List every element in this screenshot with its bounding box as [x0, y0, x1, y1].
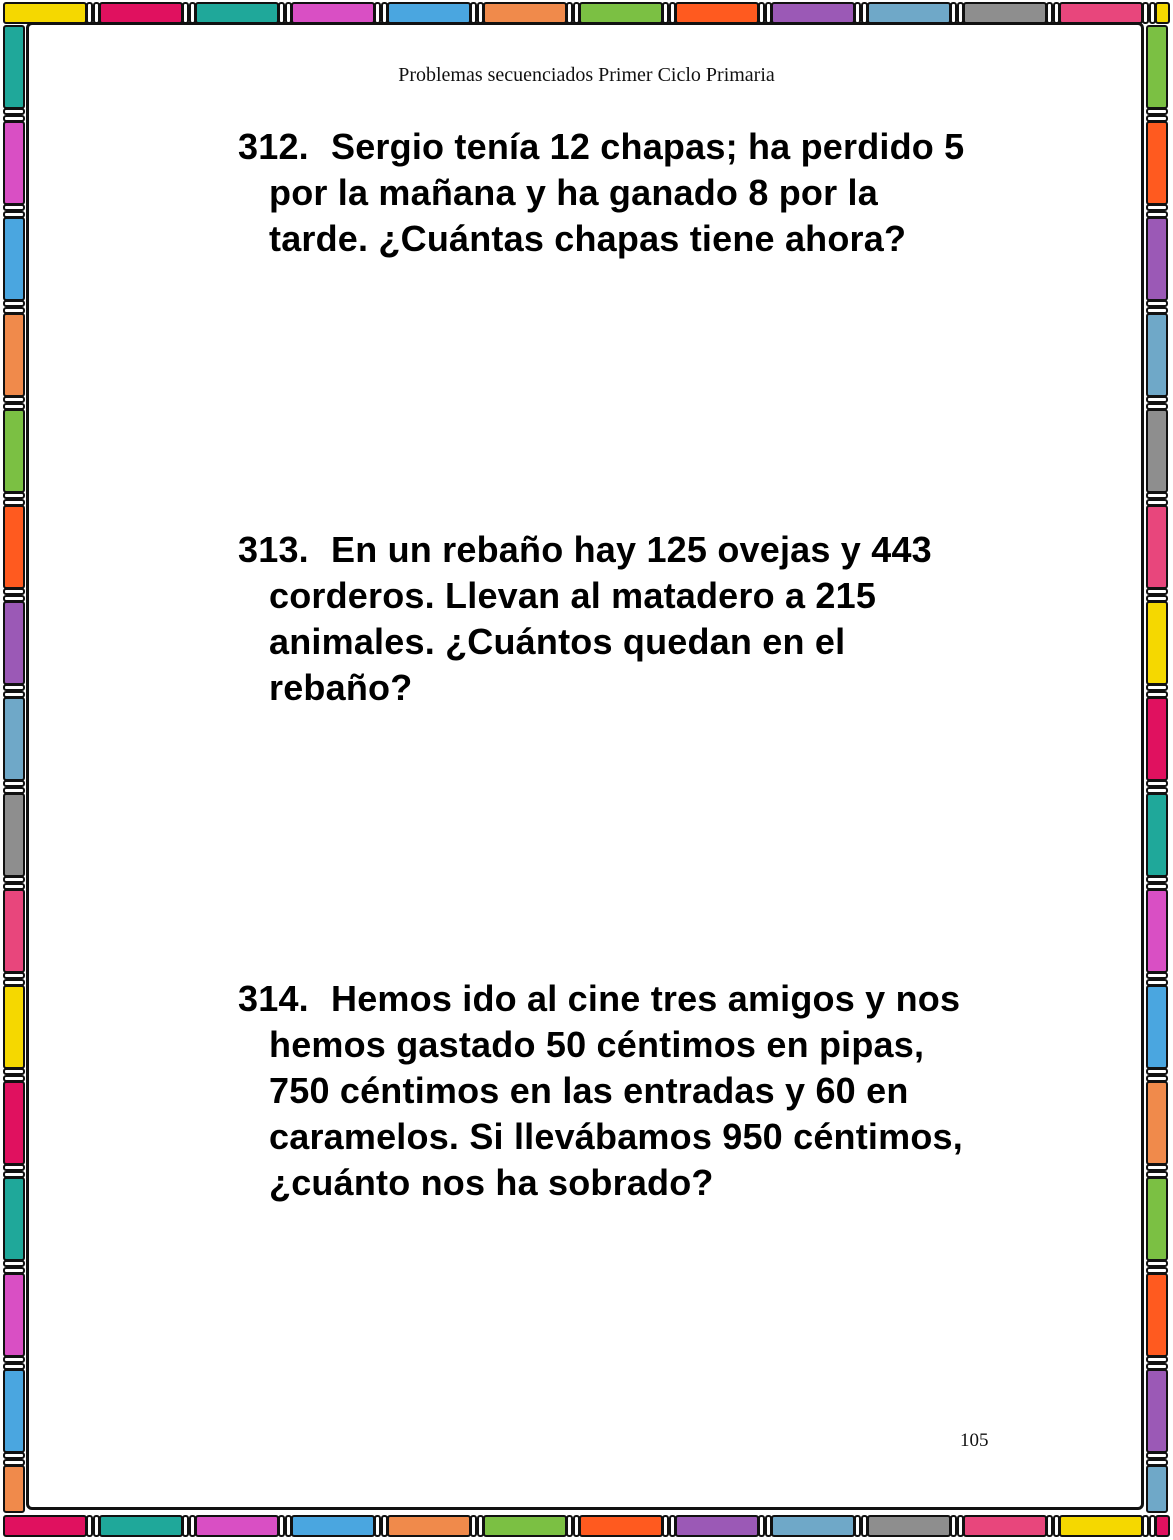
border-segment — [1147, 1172, 1167, 1177]
border-segment — [1147, 205, 1167, 210]
border-segment — [4, 122, 24, 204]
border-segment — [1147, 589, 1167, 594]
border-segment — [1143, 1516, 1148, 1536]
border-segment — [87, 1516, 92, 1536]
border-segment — [676, 3, 758, 23]
border-segment — [196, 1516, 278, 1536]
problem-number: 313. — [238, 529, 309, 570]
border-segment — [958, 3, 963, 23]
border-segment — [4, 1453, 24, 1458]
border-segment — [574, 1516, 579, 1536]
border-segment — [1047, 3, 1052, 23]
border-segment — [190, 3, 195, 23]
border-segment — [4, 602, 24, 684]
border-segment — [855, 3, 860, 23]
border-segment — [1147, 1069, 1167, 1074]
border-segment — [868, 3, 950, 23]
border-segment — [4, 1370, 24, 1452]
border-segment — [4, 205, 24, 210]
border-segment — [772, 1516, 854, 1536]
border-segment — [670, 1516, 675, 1536]
border-segment — [4, 1460, 24, 1465]
border-segment — [964, 1516, 1046, 1536]
border-segment — [1147, 602, 1167, 684]
border-segment — [1147, 404, 1167, 409]
border-segment — [4, 397, 24, 402]
border-segment — [964, 3, 1046, 23]
border-segment — [4, 685, 24, 690]
border-segment — [951, 1516, 956, 1536]
border-segment — [1156, 1516, 1169, 1536]
border-segment — [4, 116, 24, 121]
border-segment — [4, 1261, 24, 1266]
problem-text: tarde. ¿Cuántas chapas tiene ahora? — [269, 218, 907, 259]
border-segment — [1147, 122, 1167, 204]
border-segment — [1147, 794, 1167, 876]
border-segment — [1147, 788, 1167, 793]
border-segment — [1147, 877, 1167, 882]
border-segment — [4, 1076, 24, 1081]
border-segment — [1150, 3, 1155, 23]
border-segment — [4, 1466, 24, 1512]
border-segment — [286, 3, 291, 23]
border-segment — [4, 1516, 86, 1536]
border-segment — [868, 1516, 950, 1536]
border-segment — [4, 1172, 24, 1177]
problem-number: 314. — [238, 978, 309, 1019]
border-segment — [766, 1516, 771, 1536]
border-segment — [862, 1516, 867, 1536]
border-segment — [4, 692, 24, 697]
border-segment — [292, 1516, 374, 1536]
border-segment — [279, 3, 284, 23]
border-segment — [580, 1516, 662, 1536]
border-segment — [1054, 3, 1059, 23]
border-segment — [951, 3, 956, 23]
border-segment — [1147, 314, 1167, 396]
border-segment — [4, 500, 24, 505]
border-segment — [279, 1516, 284, 1536]
border-segment — [4, 794, 24, 876]
border-segment — [1147, 1082, 1167, 1164]
border-segment — [1060, 3, 1142, 23]
border-segment — [4, 788, 24, 793]
border-segment — [478, 1516, 483, 1536]
border-segment — [4, 404, 24, 409]
border-segment — [4, 877, 24, 882]
border-segment — [4, 1274, 24, 1356]
border-segment — [1156, 3, 1169, 23]
border-segment — [4, 781, 24, 786]
border-segment — [1147, 109, 1167, 114]
border-segment — [855, 1516, 860, 1536]
border-segment — [4, 1165, 24, 1170]
border-segment — [4, 986, 24, 1068]
border-segment — [4, 1268, 24, 1273]
border-segment — [663, 1516, 668, 1536]
problem-text: corderos. Llevan al matadero a 215 — [269, 575, 877, 616]
border-segment — [676, 1516, 758, 1536]
border-segment — [4, 596, 24, 601]
border-segment — [94, 3, 99, 23]
border-segment — [471, 3, 476, 23]
border-segment — [4, 884, 24, 889]
border-segment — [4, 493, 24, 498]
border-segment — [478, 3, 483, 23]
border-segment — [862, 3, 867, 23]
border-segment — [1147, 692, 1167, 697]
border-segment — [190, 1516, 195, 1536]
border-segment — [1147, 506, 1167, 588]
border-segment — [759, 1516, 764, 1536]
border-segment — [1147, 1268, 1167, 1273]
border-segment — [574, 3, 579, 23]
border-segment — [4, 506, 24, 588]
border-segment — [1147, 698, 1167, 780]
border-segment — [1047, 1516, 1052, 1536]
border-segment — [1147, 781, 1167, 786]
border-segment — [1147, 410, 1167, 492]
border-segment — [4, 1364, 24, 1369]
border-segment — [772, 3, 854, 23]
problem-text: animales. ¿Cuántos quedan en el — [269, 621, 846, 662]
border-segment — [4, 410, 24, 492]
problem-line — [238, 976, 968, 1022]
problem-text: por la mañana y ha ganado 8 por la — [269, 172, 878, 213]
border-segment — [484, 1516, 566, 1536]
border-segment — [1060, 1516, 1142, 1536]
border-segment — [183, 3, 188, 23]
border-segment — [1147, 986, 1167, 1068]
border-segment — [1147, 308, 1167, 313]
border-segment — [4, 980, 24, 985]
problem-313 — [238, 527, 968, 711]
border-segment — [100, 1516, 182, 1536]
border-segment — [100, 3, 182, 23]
border-segment — [1054, 1516, 1059, 1536]
border-segment — [1147, 1466, 1167, 1512]
border-segment — [567, 1516, 572, 1536]
border-segment — [766, 3, 771, 23]
border-segment — [4, 301, 24, 306]
border-segment — [1147, 301, 1167, 306]
border-segment — [1147, 1453, 1167, 1458]
border-segment — [1147, 212, 1167, 217]
border-segment — [1147, 1261, 1167, 1266]
border-segment — [1147, 685, 1167, 690]
border-segment — [4, 3, 86, 23]
border-segment — [958, 1516, 963, 1536]
border-segment — [759, 3, 764, 23]
border-segment — [663, 3, 668, 23]
problem-text: rebaño? — [269, 667, 413, 708]
border-segment — [1147, 1076, 1167, 1081]
border-segment — [484, 3, 566, 23]
border-segment — [1147, 1364, 1167, 1369]
border-segment — [4, 314, 24, 396]
problem-line — [238, 124, 968, 170]
border-segment — [670, 3, 675, 23]
border-segment — [4, 1069, 24, 1074]
border-segment — [1147, 500, 1167, 505]
border-segment — [375, 1516, 380, 1536]
border-segment — [292, 3, 374, 23]
border-segment — [1147, 1370, 1167, 1452]
border-segment — [375, 3, 380, 23]
problem-314 — [238, 976, 968, 1206]
problem-text: Sergio tenía 12 chapas; ha perdido 5 — [331, 126, 965, 167]
border-segment — [4, 589, 24, 594]
border-segment — [1147, 493, 1167, 498]
border-segment — [382, 3, 387, 23]
border-segment — [1147, 890, 1167, 972]
problem-line — [238, 527, 968, 573]
border-segment — [94, 1516, 99, 1536]
border-segment — [1147, 116, 1167, 121]
page-number: 105 — [960, 1430, 989, 1451]
border-segment — [4, 1082, 24, 1164]
border-segment — [4, 973, 24, 978]
border-segment — [471, 1516, 476, 1536]
border-segment — [4, 109, 24, 114]
border-segment — [1143, 3, 1148, 23]
problem-text: hemos gastado 50 céntimos en pipas, — [269, 1024, 925, 1065]
border-segment — [1147, 397, 1167, 402]
border-segment — [1150, 1516, 1155, 1536]
border-segment — [4, 1357, 24, 1362]
border-segment — [4, 212, 24, 217]
problem-text: 750 céntimos en las entradas y 60 en — [269, 1070, 909, 1111]
border-segment — [1147, 1357, 1167, 1362]
border-segment — [4, 698, 24, 780]
problem-text: Hemos ido al cine tres amigos y nos — [331, 978, 961, 1019]
border-segment — [1147, 980, 1167, 985]
border-segment — [4, 1178, 24, 1260]
border-segment — [388, 1516, 470, 1536]
problem-number: 312. — [238, 126, 309, 167]
border-segment — [87, 3, 92, 23]
border-segment — [1147, 884, 1167, 889]
problem-text: ¿cuánto nos ha sobrado? — [269, 1162, 714, 1203]
border-segment — [1147, 1460, 1167, 1465]
border-segment — [388, 3, 470, 23]
problem-text: caramelos. Si llevábamos 950 céntimos, — [269, 1116, 963, 1157]
border-segment — [286, 1516, 291, 1536]
border-segment — [567, 3, 572, 23]
problem-text: En un rebaño hay 125 ovejas y 443 — [331, 529, 932, 570]
border-segment — [1147, 1274, 1167, 1356]
border-segment — [4, 890, 24, 972]
border-segment — [4, 218, 24, 300]
border-segment — [1147, 1165, 1167, 1170]
border-segment — [1147, 218, 1167, 300]
border-segment — [382, 1516, 387, 1536]
border-segment — [183, 1516, 188, 1536]
border-segment — [1147, 596, 1167, 601]
border-segment — [580, 3, 662, 23]
border-segment — [1147, 973, 1167, 978]
border-segment — [1147, 1178, 1167, 1260]
page-header: Problemas secuenciados Primer Ciclo Primaria — [398, 64, 775, 86]
border-segment — [4, 308, 24, 313]
border-segment — [196, 3, 278, 23]
problem-312 — [238, 124, 968, 262]
